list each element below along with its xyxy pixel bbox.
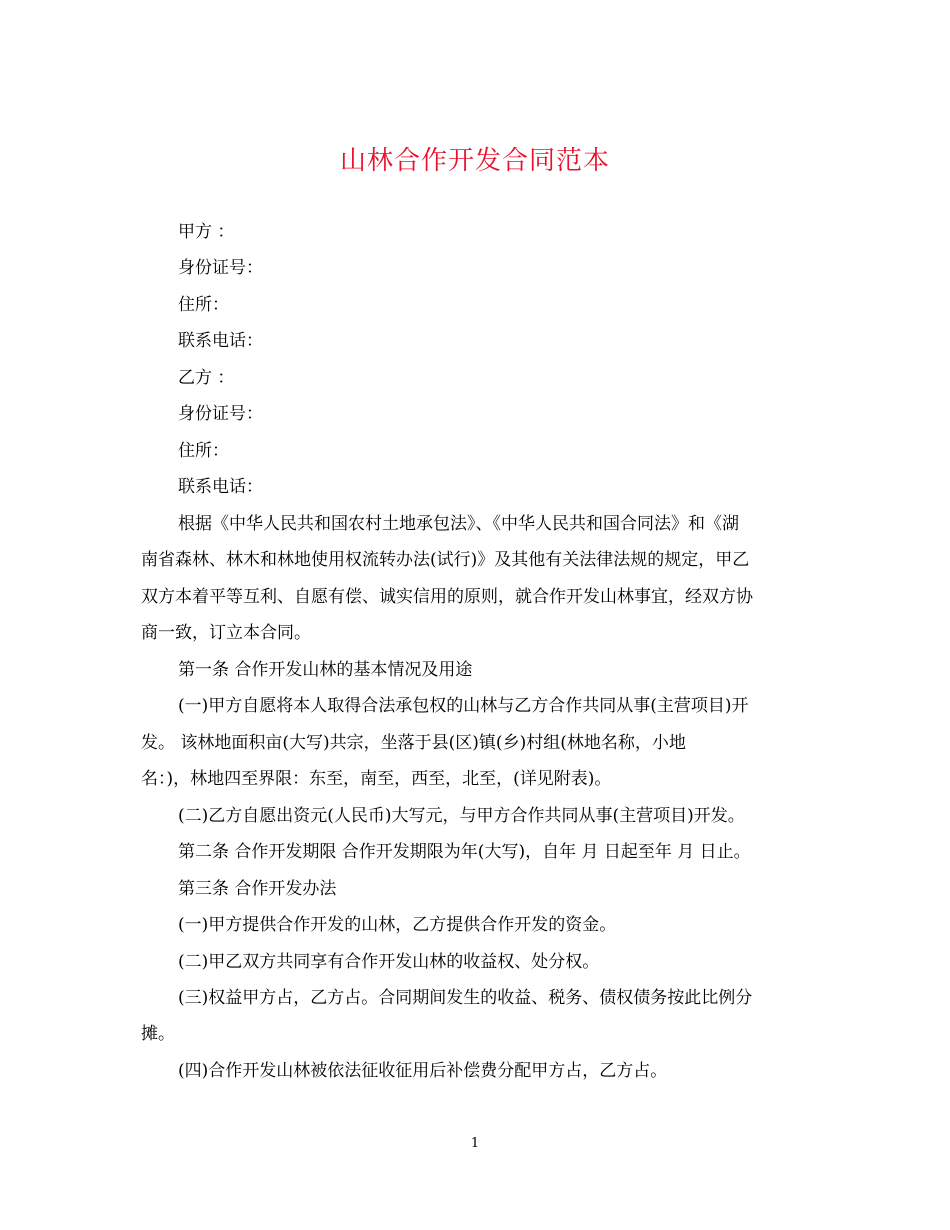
article-2: 第二条 合作开发期限 合作开发期限为年(大写)，自年 月 日起至年 月 日止。 (178, 842, 751, 862)
party-a-phone-label: 联系电话： (178, 331, 263, 351)
party-a-address-label: 住所： (178, 295, 229, 315)
article-3-item-4: (四)合作开发山林被依法征收征用后补偿费分配甲方占，乙方占。 (178, 1061, 668, 1081)
preamble-line: 南省森林、林木和林地使用权流转办法(试行)》及其他有关法律法规的规定，甲乙 (141, 550, 750, 570)
article-1-item-1-line: 名：)，林地四至界限：东至，南至，西至，北至，(详见附表)。 (141, 769, 612, 789)
article-3-item-3-line: 摊。 (141, 1024, 175, 1044)
party-b-phone-label: 联系电话： (178, 477, 263, 497)
preamble-line: 商一致，订立本合同。 (141, 623, 311, 643)
party-b-address-label: 住所： (178, 441, 229, 461)
preamble-line: 双方本着平等互利、自愿有偿、诚实信用的原则，就合作开发山林事宜，经双方协 (141, 587, 753, 607)
party-a-id-label: 身份证号： (178, 258, 263, 278)
article-1-heading: 第一条 合作开发山林的基本情况及用途 (178, 660, 473, 680)
article-1-item-1-line: 发。 该林地面积亩(大写)共宗，坐落于县(区)镇(乡)村组(林地名称，小地 (141, 733, 686, 753)
page-number: 1 (470, 1136, 480, 1151)
party-b-label: 乙方 ： (178, 368, 235, 388)
article-3-item-2: (二)甲乙双方共同享有合作开发山林的收益权、处分权。 (178, 952, 600, 972)
article-3-item-3-line: (三)权益甲方占，乙方占。合同期间发生的收益、税务、债权债务按此比例分 (178, 988, 753, 1008)
article-3-heading: 第三条 合作开发办法 (178, 879, 337, 899)
party-b-id-label: 身份证号： (178, 404, 263, 424)
article-3-item-1: (一)甲方提供合作开发的山林，乙方提供合作开发的资金。 (178, 915, 617, 935)
preamble-line: 根据《中华人民共和国农村土地承包法》、《中华人民共和国合同法》和《湖 (178, 514, 739, 534)
article-1-item-1-line: (一)甲方自愿将本人取得合法承包权的山林与乙方合作共同从事(主营项目)开 (178, 696, 749, 716)
document-title: 山林合作开发合同范本 (339, 146, 610, 176)
party-a-label: 甲方 ： (178, 222, 235, 242)
article-1-item-2: (二)乙方自愿出资元(人民币)大写元，与甲方合作共同从事(主营项目)开发。 (178, 806, 745, 826)
